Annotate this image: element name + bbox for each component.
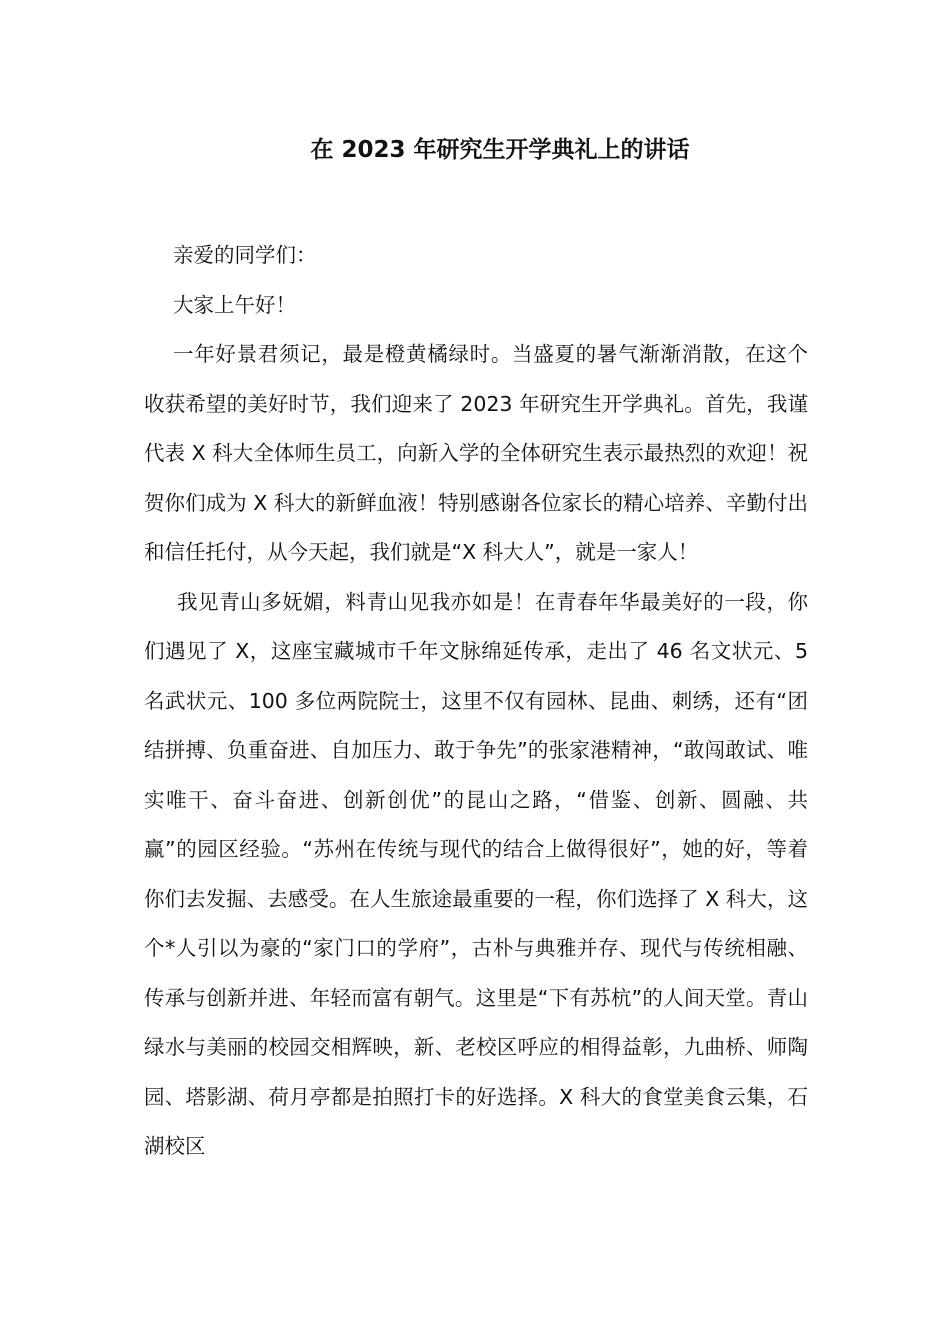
city-and-campus-paragraph: 我见青山多妩媚，料青山见我亦如是！在青春年华最美好的一段，你们遇见了 X，这座宝藏城市千年文脉绵延传承，走出了 46 名文状元、5 名武状元、100 多位两院院士，这里不仅有园林、昆曲、刺绣，还有“团结拼搏、负重奋进、自加压力、敢于争先”的张家港精神，“敢闯敢试、唯实唯干、奋斗奋进、创新创优”的昆山之路，“借鉴、创新、圆融、共赢”的园区经验。“苏州在传统与现代的结合上做得很好”，她的好，等着你们去发掘、去感受。在人生旅途最重要的一程，你们选择了 X 科大，这个*人引以为豪的“家门口的学府”，古朴与典雅并存、现代与传统相融、传承与创新并进、年轻而富有朝气。这里是“下有苏杭”的人间天堂。青山绿水与美丽的校园交相辉映，新、老校区呼应的相得益彰，九曲桥、师陶园、塔影湖、荷月亭都是拍照打卡的好选择。X 科大的食堂美食云集，石湖校区 [144, 589, 808, 1158]
document-body [144, 231, 808, 1172]
document-title: 在 2023 年研究生开学典礼上的讲话 [310, 137, 690, 163]
welcome-paragraph: 一年好景君须记，最是橙黄橘绿时。当盛夏的暑气渐渐消散，在这个收获希望的美好时节，我们迎来了 2023 年研究生开学典礼。首先，我谨代表 X 科大全体师生员工，向新入学的全体研究生表示最热烈的欢迎！祝贺你们成为 X 科大的新鲜血液！特别感谢各位家长的精心培养、辛勤付出和信任托付，从今天起，我们就是“X 科大人”，就是一家人！ [144, 342, 808, 564]
greeting-paragraph: 大家上午好！ [173, 292, 296, 317]
salutation-paragraph: 亲爱的同学们： [173, 243, 317, 267]
